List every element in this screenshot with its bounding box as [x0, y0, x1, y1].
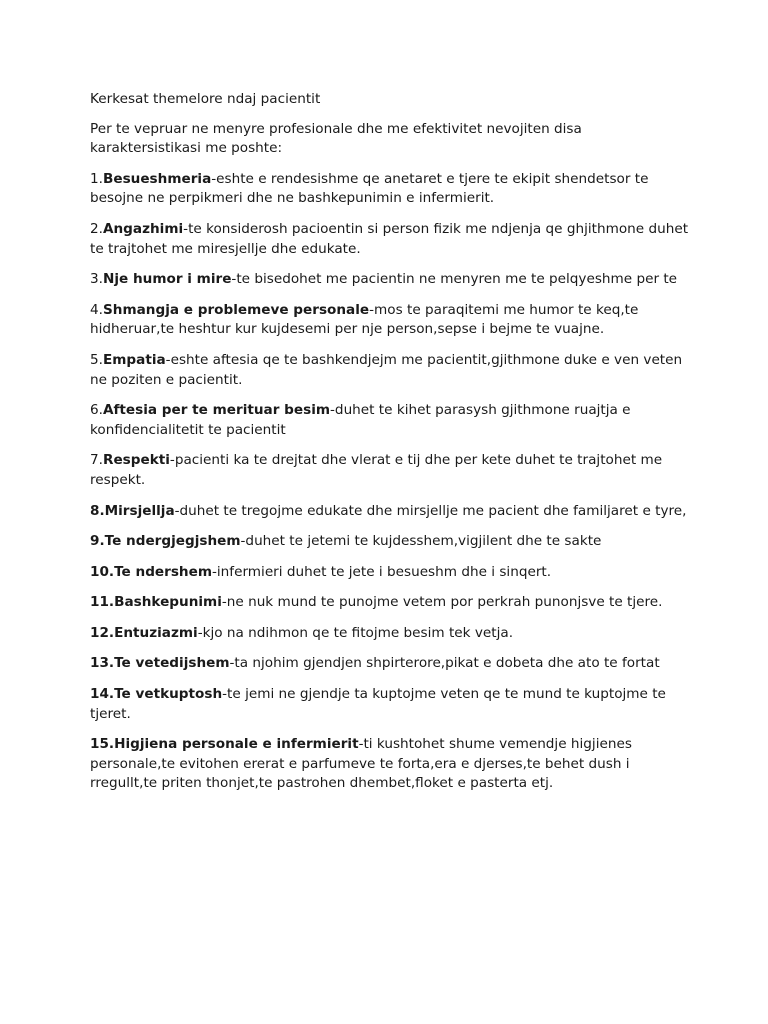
item-number: 11.	[90, 594, 115, 611]
intro-paragraph: Per te vepruar ne menyre profesionale dhe me efektivitet nevojiten disa karaktersistikasi me poshte:	[90, 120, 582, 157]
item-text: -kjo na ndihmon qe te fitojme besim tek vetja.	[197, 624, 514, 641]
list-item	[90, 593, 690, 613]
requirements-list	[90, 170, 690, 794]
list-item	[90, 532, 690, 552]
item-term: Te vetedijshem	[114, 655, 230, 672]
list-item	[90, 624, 690, 644]
item-term: Aftesia per te merituar besim	[102, 402, 331, 419]
item-text: -duhet te jetemi te kujdesshem,vigjilent dhe te sakte	[240, 533, 602, 550]
item-term: Bashkepunimi	[114, 594, 222, 611]
list-item	[90, 654, 690, 674]
list-item	[90, 563, 690, 583]
item-number: 2.	[90, 220, 103, 237]
item-number: 13.	[90, 655, 115, 672]
list-item	[90, 220, 690, 259]
list-item	[90, 351, 690, 390]
item-text: -pacienti ka te drejtat dhe vlerat e tij dhe per kete duhet te trajtohet me respekt.	[90, 452, 663, 488]
item-text: -te jemi ne gjendje ta kuptojme veten qe te mund te kuptojme te tjeret.	[90, 686, 666, 722]
item-number: 6.	[90, 402, 103, 419]
item-term: Respekti	[102, 452, 170, 469]
item-number: 4.	[90, 301, 103, 318]
item-number: 14.	[90, 686, 115, 703]
item-text: -ti kushtohet shume vemendje higjienes personale,te evitohen ererat e parfumeve te forta,era e djerses,te behet dush i rregullt,te priten thonjet,te pastrohen dhembet,floket e pasterta etj.	[90, 736, 632, 792]
item-text: -infermieri duhet te jete i besueshm dhe i sinqert.	[212, 563, 552, 580]
item-number: 15.	[90, 736, 115, 753]
list-item	[90, 401, 690, 440]
item-term: Te ndershem	[114, 563, 212, 580]
item-text: -eshte aftesia qe te bashkendjejm me pacientit,gjithmone duke e ven veten ne poziten e pacientit.	[90, 351, 683, 388]
list-item	[90, 502, 690, 522]
item-number: 3.	[90, 271, 103, 288]
item-number: 7.	[90, 452, 103, 469]
document-body	[90, 90, 690, 805]
list-item	[90, 451, 690, 490]
item-number: 10.	[90, 563, 115, 580]
item-text: -ta njohim gjendjen shpirterore,pikat e dobeta dhe ato te fortat	[229, 655, 660, 672]
item-text: -mos te paraqitemi me humor te keq,te hidheruar,te heshtur kur kujdesemi per nje person,sepse i bejme te vuajne.	[90, 301, 639, 338]
list-item	[90, 735, 690, 794]
item-term: Mirsjellja	[104, 502, 175, 519]
item-term: Entuziazmi	[114, 624, 198, 641]
item-term: Nje humor i mire	[102, 271, 232, 288]
item-term: Empatia	[102, 351, 166, 368]
item-term: Angazhimi	[102, 220, 184, 237]
item-text: -eshte e rendesishme qe anetaret e tjere te ekipit shendetsor te besojne ne perpikmeri dhe ne bashkepunimin e infermierit.	[90, 170, 649, 207]
item-text: -ne nuk mund te punojme vetem por perkrah punonjsve te tjere.	[221, 594, 663, 611]
list-item	[90, 685, 690, 724]
item-number: 1.	[90, 170, 103, 187]
item-term: Te vetkuptosh	[114, 686, 223, 703]
item-text: -duhet te tregojme edukate dhe mirsjellje me pacient dhe familjaret e tyre,	[174, 502, 687, 519]
item-term: Shmangja e problemeve personale	[102, 301, 370, 318]
item-text: -te konsiderosh pacioentin si person fizik me ndjenja qe ghjithmone duhet te trajtohet me miresjellje dhe edukate.	[90, 220, 689, 257]
list-item	[90, 301, 690, 340]
item-term: Higjiena personale e infermierit	[114, 736, 359, 753]
item-term: Te ndergjegjshem	[104, 533, 241, 550]
item-text: -duhet te kihet parasysh gjithmone ruajtja e konfidencialitetit te pacientit	[90, 402, 631, 438]
item-term: Besueshmeria	[102, 170, 212, 187]
item-number: 5.	[90, 351, 103, 368]
list-item	[90, 170, 690, 209]
item-number: 12.	[90, 624, 115, 641]
list-item	[90, 270, 690, 290]
item-text: -te bisedohet me pacientin ne menyren me te pelqyeshme per te	[231, 271, 678, 288]
item-number: 8.	[90, 502, 105, 519]
document-title: Kerkesat themelore ndaj pacientit	[90, 91, 321, 107]
item-number: 9.	[90, 533, 105, 550]
